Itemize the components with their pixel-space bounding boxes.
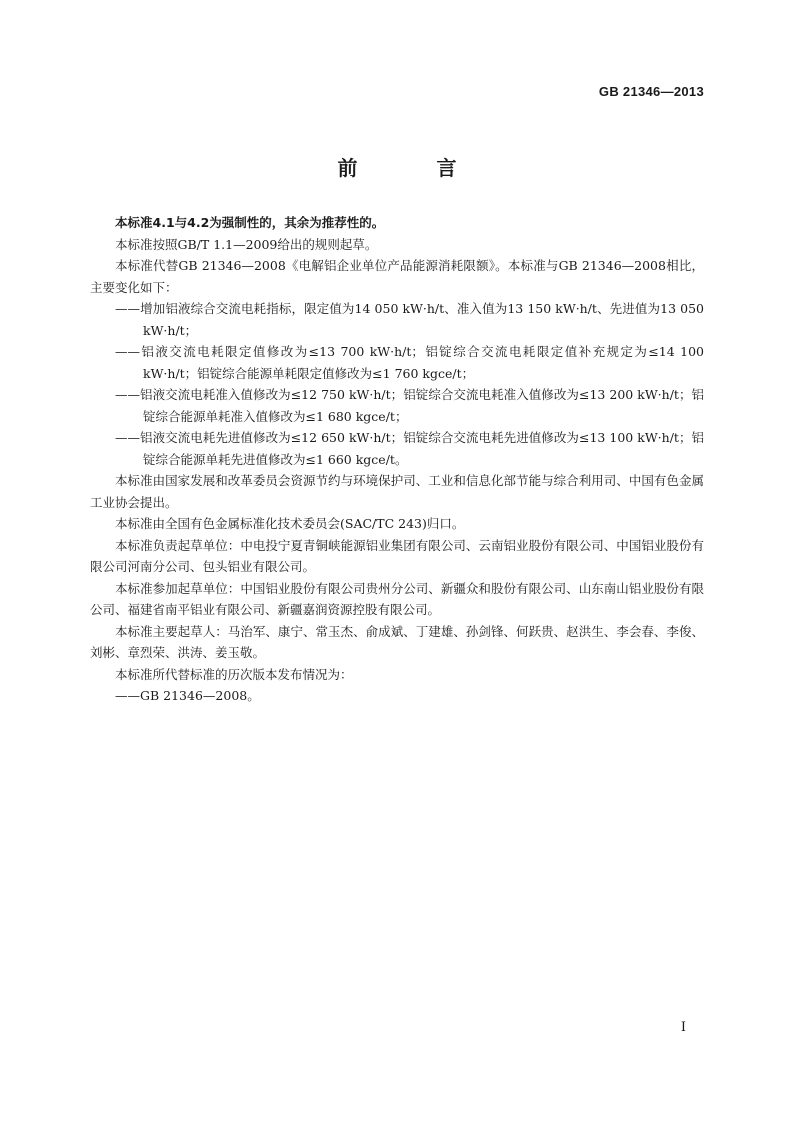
page-number: I: [680, 1020, 686, 1035]
committee-paragraph: 本标准由全国有色金属标准化技术委员会(SAC/TC 243)归口。: [115, 516, 465, 531]
replacement-paragraph: 本标准代替GB 21346—2008《电解铝企业单位产品能源消耗限额》。本标准与GB 21346—2008相比，主要变化如下：: [90, 258, 704, 295]
change-item: ——铝液交流电耗先进值修改为≤12 650 kW·h/t；铝锭综合交流电耗先进值修改为≤13 100 kW·h/t；铝锭综合能源单耗先进值修改为≤1 660 kgce/t。: [115, 430, 704, 467]
history-intro-paragraph: 本标准所代替标准的历次版本发布情况为：: [115, 666, 353, 682]
drafting-rules-paragraph: 本标准按照GB/T 1.1—2009给出的规则起草。: [115, 236, 378, 252]
proposer-paragraph: 本标准由国家发展和改革委员会资源节约与环境保护司、工业和信息化部节能与综合利用司、中国有色金属工业协会提出。: [90, 473, 704, 510]
change-item: ——增加铝液综合交流电耗指标，限定值为14 050 kW·h/t、准入值为13 150 kW·h/t、先进值为13 050 kW·h/t；: [115, 301, 704, 338]
history-item: ——GB 21346—2008。: [115, 688, 260, 703]
change-item: ——铝液交流电耗限定值修改为≤13 700 kW·h/t；铝锭综合交流电耗限定值补充规定为≤14 100 kW·h/t；铝锭综合能源单耗限定值修改为≤1 760 kgce/t；: [115, 344, 704, 381]
standard-number: GB 21346—2013: [598, 84, 704, 99]
change-item: ——铝液交流电耗准入值修改为≤12 750 kW·h/t；铝锭综合交流电耗准入值修改为≤13 200 kW·h/t；铝锭综合能源单耗准入值修改为≤1 680 kgce/t；: [115, 387, 704, 424]
page-title: 前 言: [337, 156, 493, 180]
mandatory-clause-paragraph: 本标准4.1与4.2为强制性的，其余为推荐性的。: [115, 215, 385, 230]
lead-drafters-paragraph: 本标准负责起草单位：中电投宁夏青铜峡能源铝业集团有限公司、云南铝业股份有限公司、中国铝业股份有限公司河南分公司、包头铝业有限公司。: [90, 537, 704, 574]
preface-body: [90, 212, 704, 707]
main-authors-paragraph: 本标准主要起草人：马治军、康宁、常玉杰、俞成斌、丁建雄、孙剑锋、何跃贵、赵洪生、李会春、李俊、刘彬、章烈荣、洪涛、姜玉敬。: [90, 623, 704, 660]
participating-drafters-paragraph: 本标准参加起草单位：中国铝业股份有限公司贵州分公司、新疆众和股份有限公司、山东南山铝业股份有限公司、福建省南平铝业有限公司、新疆嘉润资源控股有限公司。: [90, 580, 704, 617]
